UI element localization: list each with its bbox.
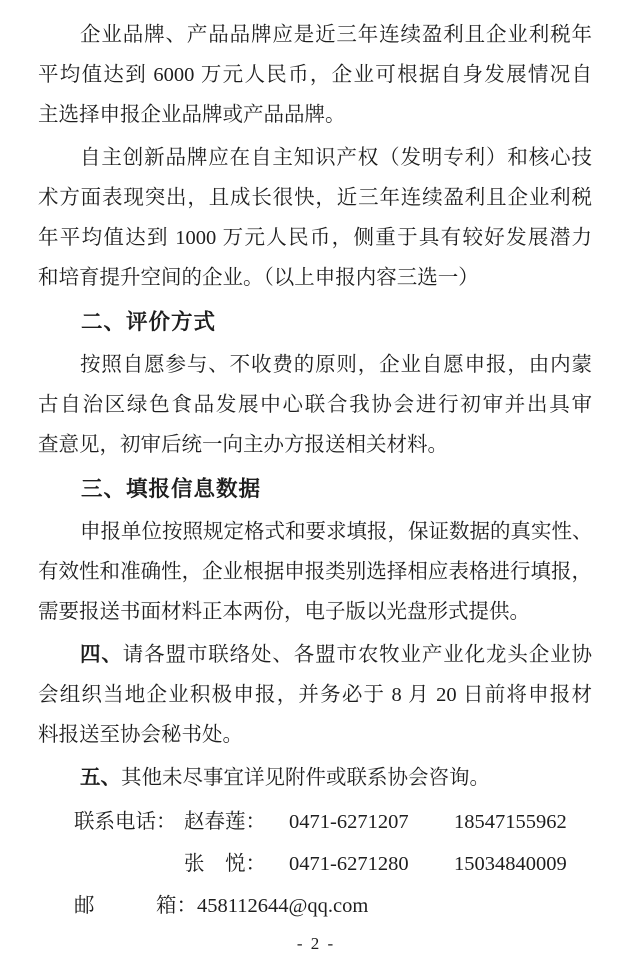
text-line: 术方面表现突出，且成长很快，近三年连续盈利且企业利税 (38, 187, 592, 209)
text-line: 四、请各盟市联络处、各盟市农牧业产业化龙头企业协 (80, 643, 593, 666)
paragraph (38, 15, 592, 135)
document-body (38, 15, 592, 927)
contact-row-phone-1 (74, 801, 592, 843)
bold-item-number: 四、 (80, 643, 123, 666)
text-line: 自主创新品牌应在自主知识产权（发明专利）和核心技 (80, 147, 592, 169)
contact-person2-name: 张 悦： (184, 853, 266, 875)
bold-item-number: 五、 (80, 766, 121, 789)
text-line: 平均值达到 6000 万元人民币，企业可根据自身发展情况自 (38, 64, 592, 86)
document-text-blocks (38, 15, 592, 798)
contact-person2-phone: 0471-6271280 (289, 853, 409, 875)
text-line: 会组织当地企业积极申报，并务必于 8 月 20 日前将申报材 (38, 684, 592, 706)
contact-email-label: 邮 箱： (74, 895, 197, 917)
contact-row-email (74, 885, 592, 927)
text-line: 古自治区绿色食品发展中心联合我协会进行初审并出具审 (38, 394, 592, 416)
text-line: 料报送至协会秘书处。 (38, 724, 243, 746)
contact-person1-mobile: 18547155962 (454, 811, 567, 833)
text-line: 年平均值达到 1000 万元人民币，侧重于具有较好发展潜力 (38, 227, 592, 249)
contact-row-phone-2 (74, 843, 592, 885)
paragraph (38, 635, 592, 755)
paragraph (38, 138, 592, 298)
paragraph (38, 758, 592, 798)
text-line: 需要报送书面材料正本两份，电子版以光盘形式提供。 (38, 601, 530, 623)
contact-email-value: 458112644@qq.com (197, 895, 369, 917)
contact-person2-mobile: 15034840009 (454, 853, 567, 875)
paragraph (38, 512, 592, 632)
text-line: 企业品牌、产品品牌应是近三年连续盈利且企业利税年 (80, 24, 592, 46)
text-line: 和培育提升空间的企业。（以上申报内容三选一） (38, 267, 479, 289)
text-line: 查意见，初审后统一向主办方报送相关材料。 (38, 434, 448, 456)
contact-person1-phone: 0471-6271207 (289, 811, 409, 833)
text-line: 按照自愿参与、不收费的原则，企业自愿申报，由内蒙 (80, 354, 592, 376)
section-heading: 三、填报信息数据 (81, 477, 262, 501)
contact-info (38, 801, 592, 927)
paragraph (38, 345, 592, 465)
text-line: 五、其他未尽事宜详见附件或联系协会咨询。 (80, 766, 490, 789)
text-line: 有效性和准确性，企业根据申报类别选择相应表格进行填报， (38, 561, 592, 583)
section-heading: 二、评价方式 (81, 310, 217, 334)
contact-person1-name: 赵春莲： (184, 811, 266, 833)
page-number: - 2 - (296, 934, 336, 953)
contact-phone-label: 联系电话： (74, 811, 177, 833)
text-line: 主选择申报企业品牌或产品品牌。 (38, 104, 346, 126)
text-line: 申报单位按照规定格式和要求填报，保证数据的真实性、 (80, 521, 593, 543)
